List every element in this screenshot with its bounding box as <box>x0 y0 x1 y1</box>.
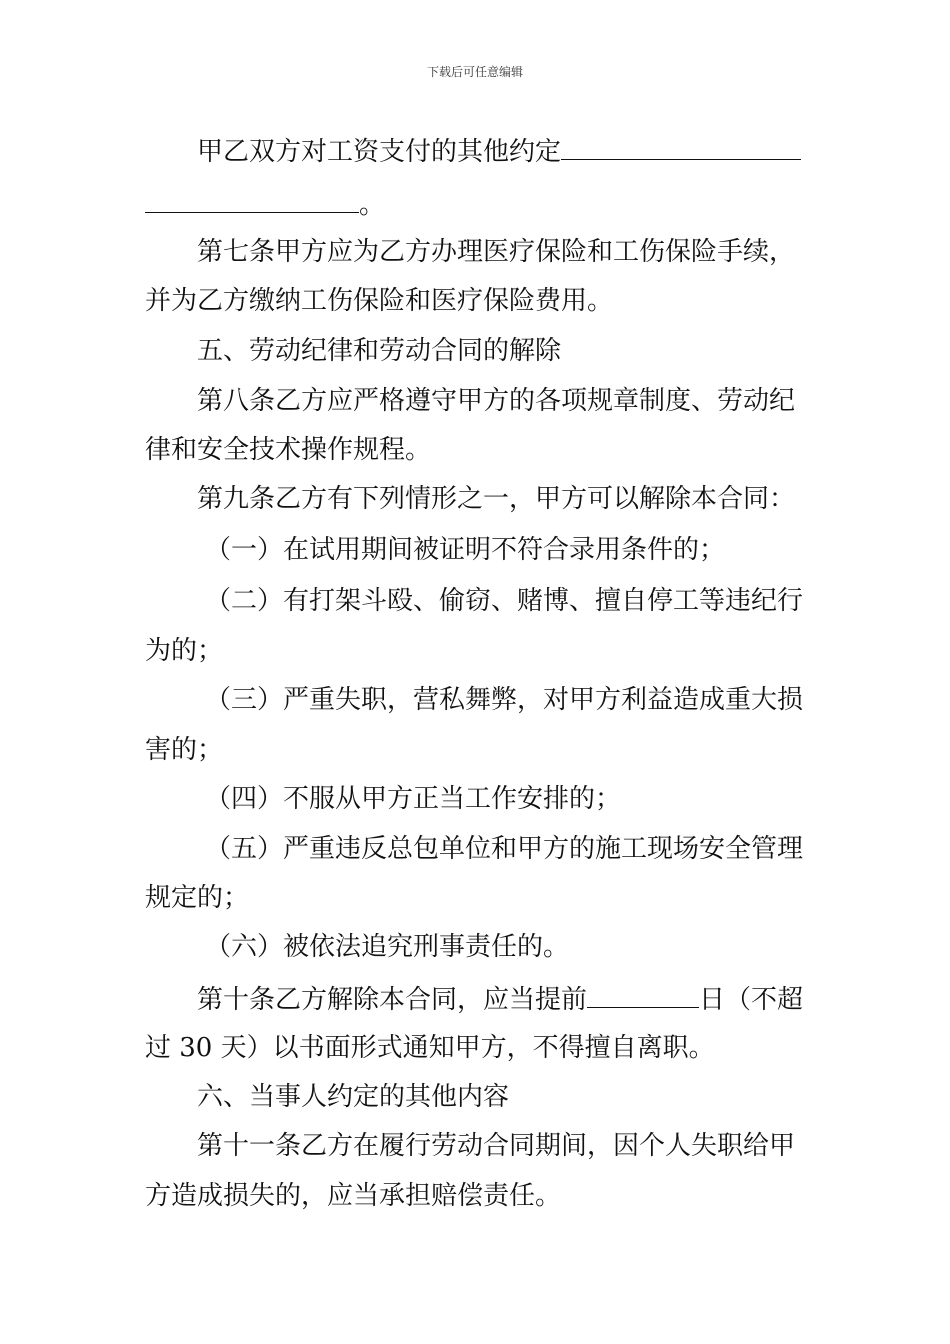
fill-blank[interactable] <box>587 981 699 1008</box>
list-item: （一）在试用期间被证明不符合录用条件的； <box>205 535 726 565</box>
list-item: （四）不服从甲方正当工作安排的； <box>205 784 622 814</box>
paragraph-line <box>197 981 803 1017</box>
list-item: （二）有打架斗殴、偷窃、赌博、擅自停工等违纪行 <box>205 586 804 616</box>
paragraph-line <box>197 133 801 169</box>
paragraph-line: 过 30 天）以书面形式通知甲方，不得擅自离职。 <box>145 1033 715 1063</box>
paragraph-line: 第七条甲方应为乙方办理医疗保险和工伤保险手续， <box>197 237 796 267</box>
paragraph-line: 第十一条乙方在履行劳动合同期间，因个人失职给甲 <box>197 1131 796 1161</box>
paragraph-line: 并为乙方缴纳工伤保险和医疗保险费用。 <box>145 286 614 316</box>
list-item: （三）严重失职，营私舞弊，对甲方利益造成重大损 <box>205 685 804 715</box>
paragraph-line: 为的； <box>145 636 224 666</box>
line-text: 日（不超 <box>699 985 804 1015</box>
paragraph-line: 律和安全技术操作规程。 <box>145 435 432 465</box>
fill-blank[interactable] <box>561 133 801 160</box>
list-item: （五）严重违反总包单位和甲方的施工现场安全管理 <box>205 834 804 864</box>
section-heading: 五、劳动纪律和劳动合同的解除 <box>197 336 562 366</box>
paragraph-line: 第八条乙方应严格遵守甲方的各项规章制度、劳动纪 <box>197 386 796 416</box>
line-text: 。 <box>359 190 386 220</box>
paragraph-line: 方造成损失的，应当承担赔偿责任。 <box>145 1181 562 1211</box>
line-text: 甲乙双方对工资支付的其他约定 <box>197 137 562 167</box>
paragraph-line <box>145 186 385 222</box>
paragraph-line: 害的； <box>145 735 224 765</box>
paragraph-line: 规定的； <box>145 883 250 913</box>
page-header: 下载后可任意编辑 <box>426 65 523 79</box>
paragraph-line: 第九条乙方有下列情形之一，甲方可以解除本合同： <box>197 484 796 514</box>
section-heading: 六、当事人约定的其他内容 <box>197 1082 510 1112</box>
fill-blank[interactable] <box>145 186 359 213</box>
line-text: 第十条乙方解除本合同，应当提前 <box>197 985 588 1015</box>
list-item: （六）被依法追究刑事责任的。 <box>205 932 570 962</box>
